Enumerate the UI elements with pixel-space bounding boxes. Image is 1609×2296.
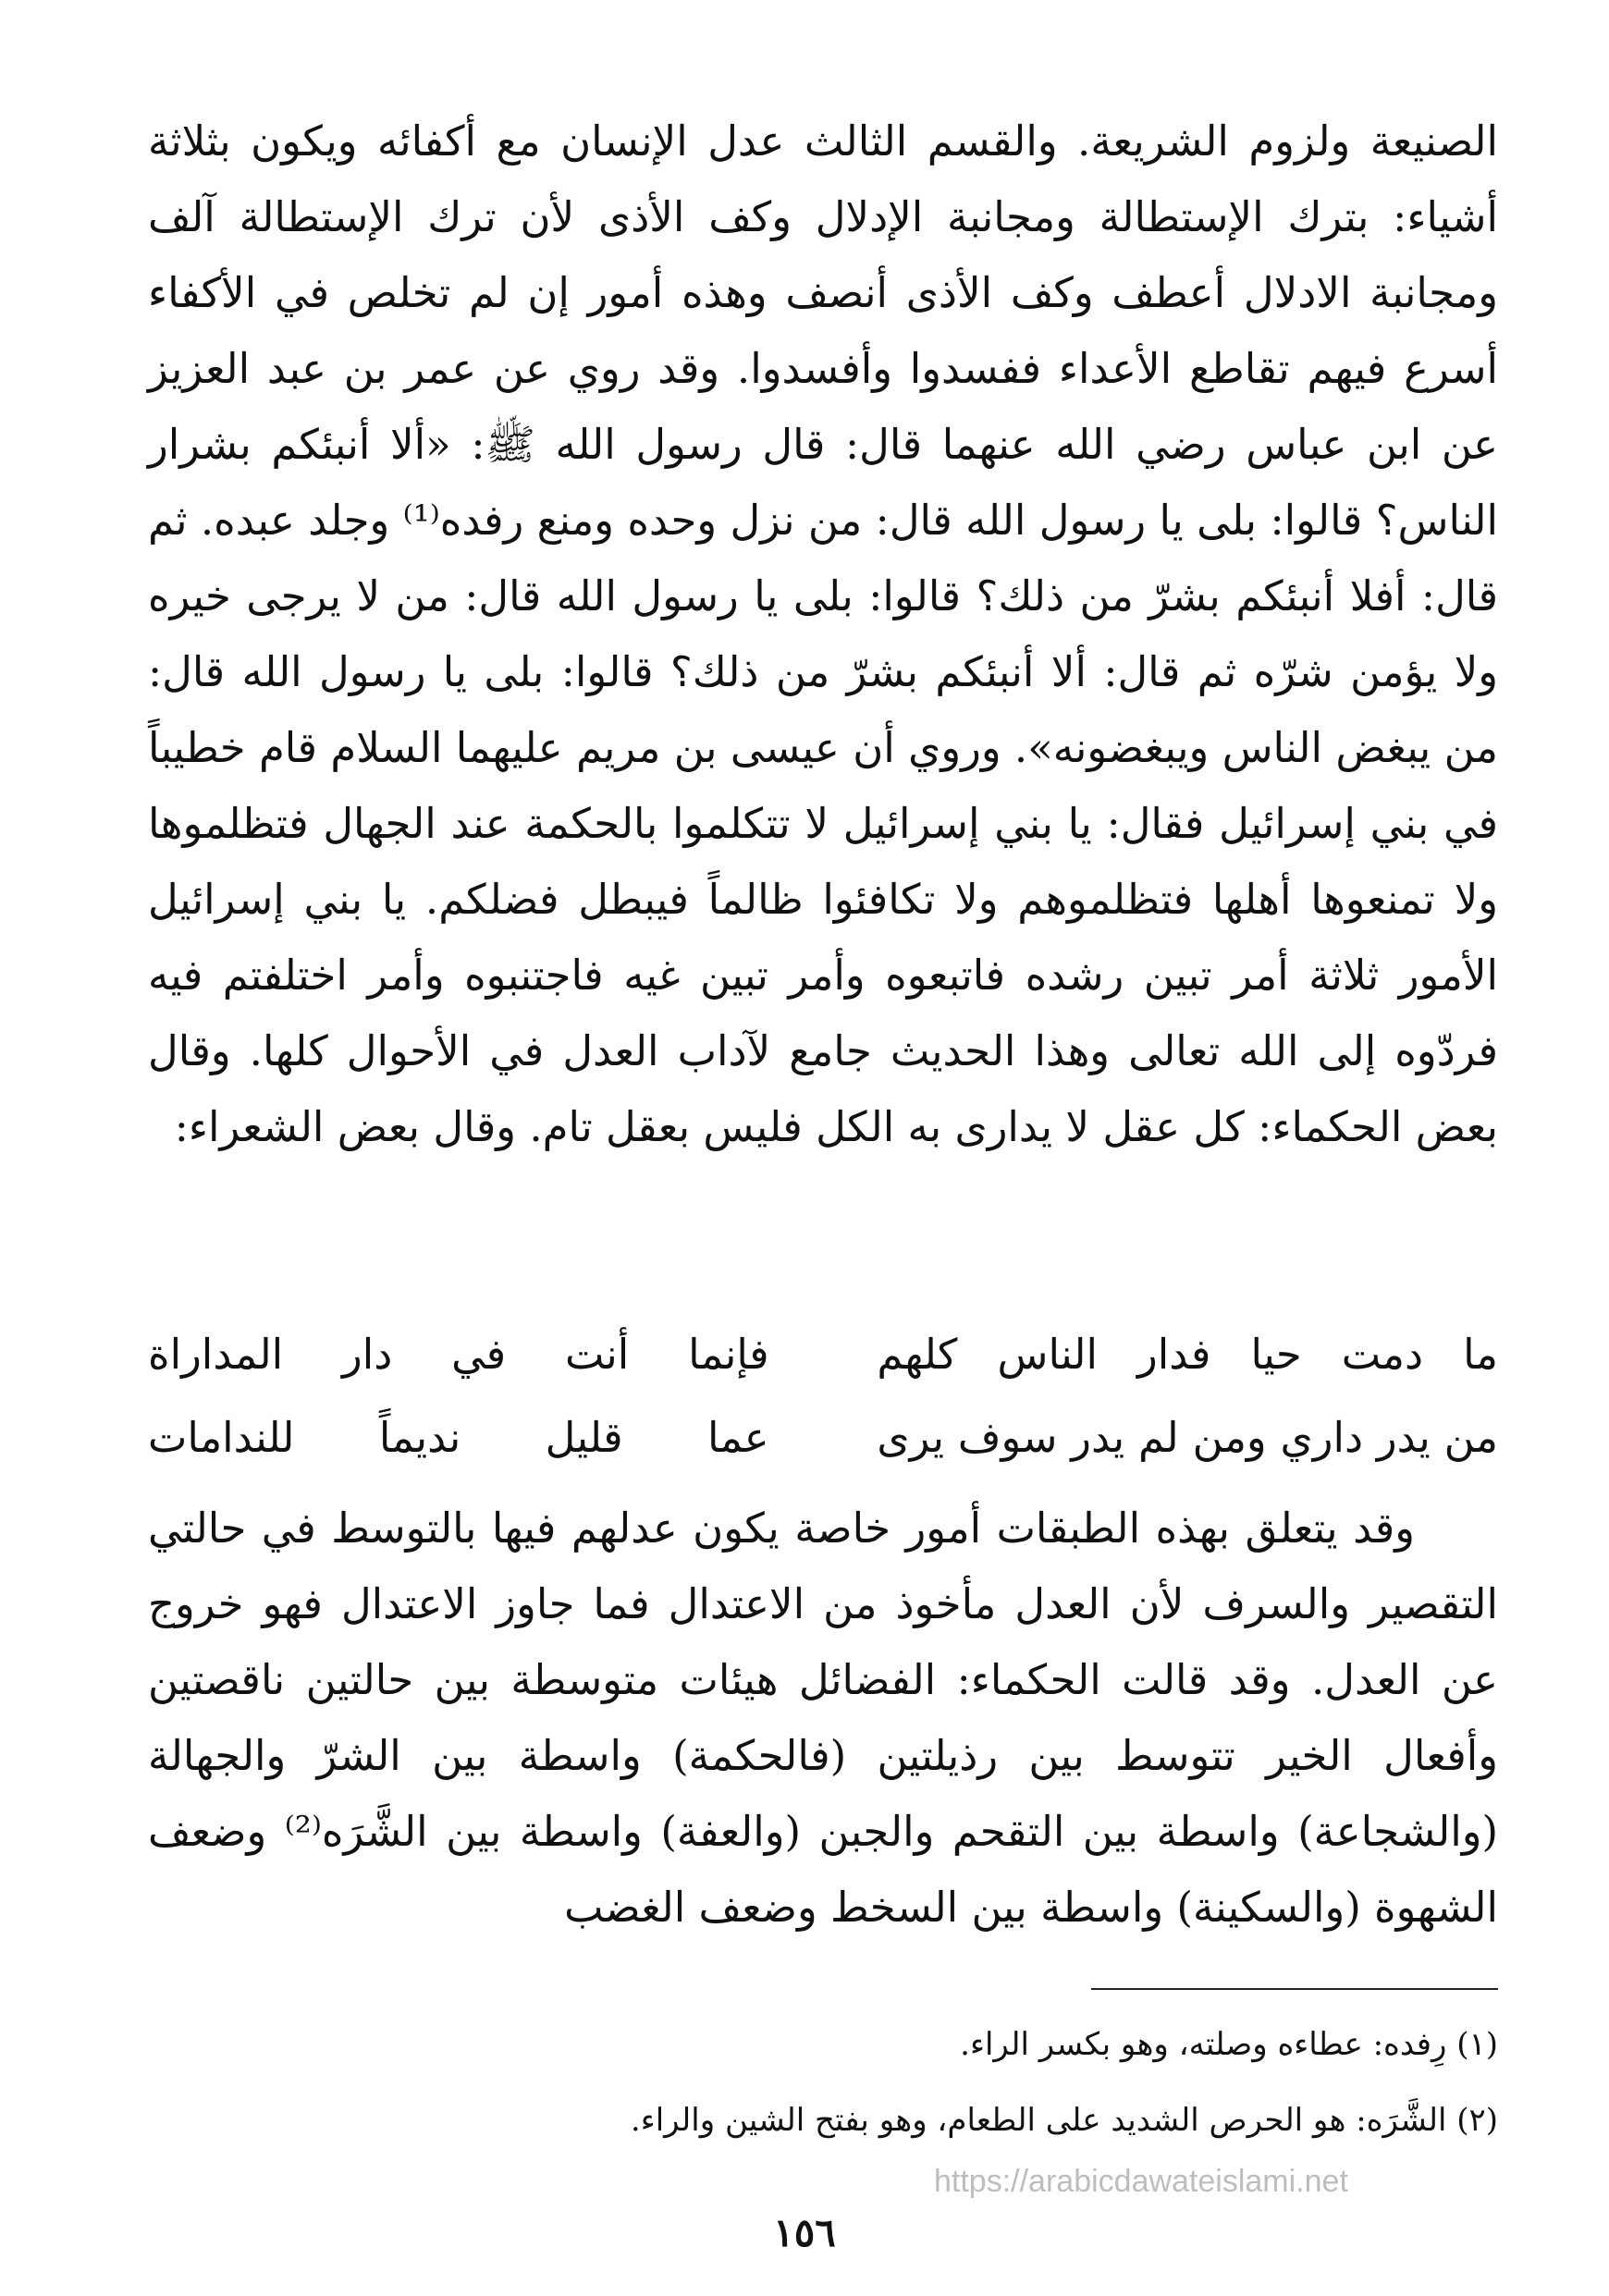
watermark-url: https://arabicdawateislami.net	[934, 2164, 1348, 2199]
poem-verse-2-second-hemistich: عما قليل نديماً للندامات	[148, 1413, 769, 1462]
page-number: ١٥٦	[773, 2210, 836, 2255]
footnote-divider	[1091, 1988, 1498, 1990]
poem-verse-1	[148, 1313, 1498, 1396]
footnote-1: (١) رِفده: عطاءه وصلته، وهو بكسر الراء.	[960, 2026, 1498, 2063]
second-text-block	[148, 1491, 1498, 1946]
footnotes-block	[148, 2007, 1498, 2158]
paragraph-2: وقد يتعلق بهذه الطبقات أمور خاصة يكون عدلهم فيها بالتوسط في حالتي التقصير والسرف لأن العدل مأخوذ من الاعتدال فما جاوز الاعتدال فهو خروج عن العدل. وقد قالت الحكماء: الفضائل هيئات متوسطة بين حالتين ناقصتين وأفعال الخير تتوسط بين رذيلتين (فالحكمة) واسطة بين الشرّ والجهالة (والشجاعة) واسطة بين التقحم والجبن (والعفة) واسطة بين الشَّرَه⁽²⁾ وضعف الشهوة (والسكينة) واسطة بين السخط وضعف الغضب	[148, 1504, 1498, 1932]
poem-verse-2	[148, 1396, 1498, 1480]
poem-verse-1-first-hemistich: ما دمت حيا فدار الناس كلهم	[877, 1330, 1498, 1379]
poem-block	[148, 1313, 1498, 1480]
poem-verse-2-first-hemistich: من يدر داري ومن لم يدر سوف يرى	[877, 1413, 1498, 1462]
poem-verse-1-second-hemistich: فإنما أنت في دار المداراة	[148, 1330, 769, 1379]
footnote-2: (٢) الشَّرَه: هو الحرص الشديد على الطعام، وهو بفتح الشين والراء.	[630, 2102, 1498, 2139]
main-text-block	[148, 104, 1498, 1165]
paragraph-1: الصنيعة ولزوم الشريعة. والقسم الثالث عدل الإنسان مع أكفائه ويكون بثلاثة أشياء: بترك الإستطالة ومجانبة الإدلال وكف الأذى لأن ترك الإستطالة آلف ومجانبة الادلال أعطف وكف الأذى أنصف وهذه أمور إن لم تخلص في الأكفاء أسرع فيهم تقاطع الأعداء ففسدوا وأفسدوا. وقد روي عن عمر بن عبد العزيز عن ابن عباس رضي الله عنهما قال: قال رسول الله ﷺ: «ألا أنبئكم بشرار الناس؟ قالوا: بلى يا رسول الله قال: من نزل وحده ومنع رفده⁽¹⁾ وجلد عبده. ثم قال: أفلا أنبئكم بشرّ من ذلك؟ قالوا: بلى يا رسول الله قال: من لا يرجى خيره ولا يؤمن شرّه ثم قال: ألا أنبئكم بشرّ من ذلك؟ قالوا: بلى يا رسول الله قال: من يبغض الناس ويبغضونه». وروي أن عيسى بن مريم عليهما السلام قام خطيباً في بني إسرائيل فقال: يا بني إسرائيل لا تتكلموا بالحكمة عند الجهال فتظلموها ولا تمنعوها أهلها فتظلموهم ولا تكافئوا ظالماً فيبطل فضلكم. يا بني إسرائيل الأمور ثلاثة أمر تبين رشده فاتبعوه وأمر تبين غيه فاجتنبوه وأمر اختلفتم فيه فردّوه إلى الله تعالى وهذا الحديث جامع لآداب العدل في الأحوال كلها. وقال بعض الحكماء: كل عقل لا يدارى به الكل فليس بعقل تام. وقال بعض الشعراء:	[148, 117, 1498, 1151]
